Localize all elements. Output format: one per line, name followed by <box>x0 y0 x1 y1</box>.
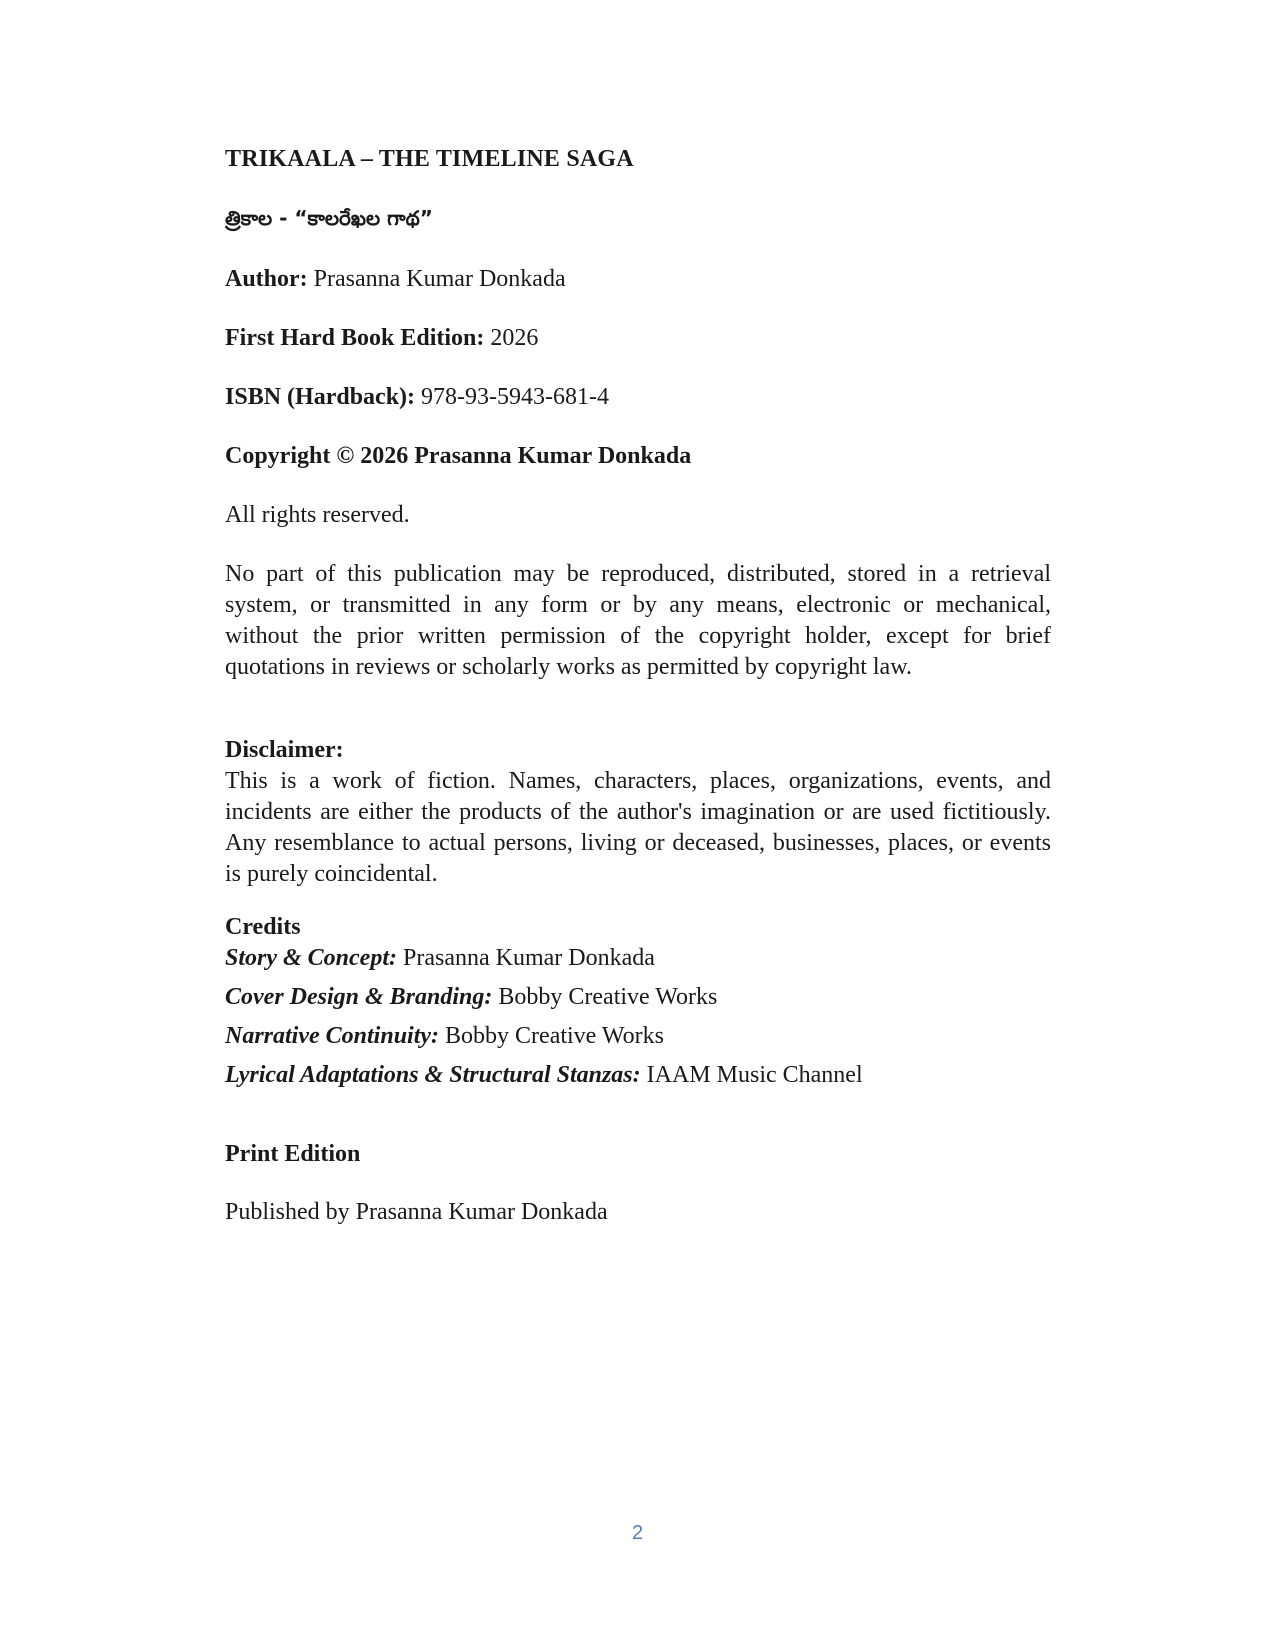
author-label: Author: <box>225 266 308 292</box>
credit-item <box>225 943 1051 974</box>
credit-name: Bobby Creative Works <box>498 984 718 1010</box>
edition-label: First Hard Book Edition: <box>225 325 485 351</box>
print-edition-heading: Print Edition <box>225 1141 361 1167</box>
author-name: Prasanna Kumar Donkada <box>313 266 566 292</box>
edition-year: 2026 <box>490 325 539 351</box>
credit-item <box>225 1060 1051 1091</box>
telugu-title: త్రికాల - “కాలరేఖల గాథ” <box>225 206 433 230</box>
rights-line: All rights reserved. <box>225 502 410 528</box>
edition-line <box>225 323 1051 354</box>
credit-role: Cover Design & Branding: <box>225 984 493 1010</box>
book-title: TRIKAALA – THE TIMELINE SAGA <box>225 146 634 172</box>
publisher-line: Published by Prasanna Kumar Donkada <box>225 1199 608 1225</box>
credits-heading: Credits <box>225 914 301 940</box>
credit-name: Bobby Creative Works <box>445 1023 664 1049</box>
author-line <box>225 264 1051 295</box>
credit-role: Narrative Continuity: <box>225 1023 440 1049</box>
isbn-line <box>225 382 1051 413</box>
isbn-label: ISBN (Hardback): <box>225 384 416 410</box>
page-number: 2 <box>631 1522 644 1544</box>
disclaimer-text: This is a work of fiction. Names, characters, places, organizations, events, and incidents are either the products of the author's imagination or are used fictitiously. Any resemblance to actual persons, living or deceased, businesses, places, or events is purely coincidental. <box>225 768 1051 887</box>
isbn-value: 978-93-5943-681-4 <box>421 384 609 410</box>
credit-item <box>225 982 1051 1013</box>
credit-name: Prasanna Kumar Donkada <box>403 945 655 971</box>
credit-role: Lyrical Adaptations & Structural Stanzas: <box>225 1062 641 1088</box>
credits-section <box>225 912 1051 1099</box>
disclaimer-section <box>225 735 1051 890</box>
notice-paragraph: No part of this publication may be reproduced, distributed, stored in a retrieval system, or transmitted in any form or by any means, electronic or mechanical, without the prior written permission of the copyright holder, except for brief quotations in reviews or scholarly works as permitted by copyright law. <box>225 561 1051 680</box>
copyright-line: Copyright © 2026 Prasanna Kumar Donkada <box>225 443 692 469</box>
credit-item <box>225 1021 1051 1052</box>
credit-name: IAAM Music Channel <box>646 1062 863 1088</box>
disclaimer-heading: Disclaimer: <box>225 737 344 763</box>
credit-role: Story & Concept: <box>225 945 397 971</box>
